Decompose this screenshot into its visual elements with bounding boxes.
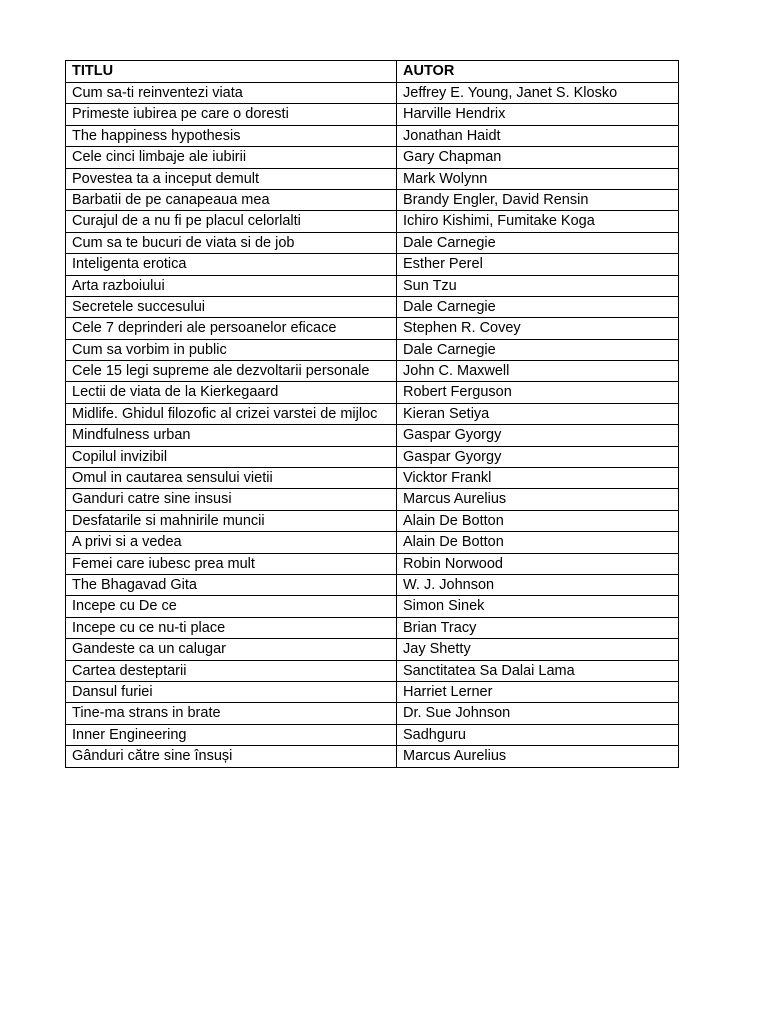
book-author-cell: Jonathan Haidt xyxy=(397,125,679,146)
book-author-cell: Esther Perel xyxy=(397,254,679,275)
book-author-cell: Kieran Setiya xyxy=(397,403,679,424)
table-row xyxy=(66,639,679,660)
book-author-cell: Gary Chapman xyxy=(397,147,679,168)
book-author-cell: Alain De Botton xyxy=(397,510,679,531)
table-header-row xyxy=(66,61,679,83)
table-row xyxy=(66,211,679,232)
book-title-cell: Incepe cu ce nu-ti place xyxy=(66,617,397,638)
table-row xyxy=(66,382,679,403)
table-row xyxy=(66,104,679,125)
book-author-cell: Dale Carnegie xyxy=(397,339,679,360)
book-title-cell: Cele cinci limbaje ale iubirii xyxy=(66,147,397,168)
book-title-cell: Incepe cu De ce xyxy=(66,596,397,617)
book-title-cell: Mindfulness urban xyxy=(66,425,397,446)
table-row xyxy=(66,468,679,489)
book-title-cell: Cum sa te bucuri de viata si de job xyxy=(66,232,397,253)
table-row xyxy=(66,296,679,317)
book-title-cell: Cele 7 deprinderi ale persoanelor eficace xyxy=(66,318,397,339)
book-author-cell: Marcus Aurelius xyxy=(397,746,679,767)
table-row xyxy=(66,446,679,467)
table-row xyxy=(66,425,679,446)
book-title-cell: Desfatarile si mahnirile muncii xyxy=(66,510,397,531)
book-title-cell: The happiness hypothesis xyxy=(66,125,397,146)
book-title-cell: Gandeste ca un calugar xyxy=(66,639,397,660)
book-title-cell: Femei care iubesc prea mult xyxy=(66,553,397,574)
book-author-cell: Brian Tracy xyxy=(397,617,679,638)
book-author-cell: Marcus Aurelius xyxy=(397,489,679,510)
table-row xyxy=(66,318,679,339)
table-row xyxy=(66,361,679,382)
book-title-cell: Povestea ta a inceput demult xyxy=(66,168,397,189)
book-title-cell: Cartea desteptarii xyxy=(66,660,397,681)
table-row xyxy=(66,596,679,617)
table-row xyxy=(66,510,679,531)
book-title-cell: Cum sa vorbim in public xyxy=(66,339,397,360)
table-row xyxy=(66,125,679,146)
book-author-cell: Robin Norwood xyxy=(397,553,679,574)
book-title-cell: Tine-ma strans in brate xyxy=(66,703,397,724)
book-author-cell: Gaspar Gyorgy xyxy=(397,425,679,446)
book-author-cell: Harville Hendrix xyxy=(397,104,679,125)
table-row xyxy=(66,189,679,210)
book-title-cell: Dansul furiei xyxy=(66,681,397,702)
book-title-cell: Curajul de a nu fi pe placul celorlalti xyxy=(66,211,397,232)
table-row xyxy=(66,553,679,574)
book-author-cell: Gaspar Gyorgy xyxy=(397,446,679,467)
book-author-cell: John C. Maxwell xyxy=(397,361,679,382)
book-title-cell: The Bhagavad Gita xyxy=(66,574,397,595)
book-author-cell: Jeffrey E. Young, Janet S. Klosko xyxy=(397,83,679,104)
book-author-cell: Sun Tzu xyxy=(397,275,679,296)
book-author-cell: Mark Wolynn xyxy=(397,168,679,189)
table-row xyxy=(66,617,679,638)
table-row xyxy=(66,254,679,275)
book-author-cell: Alain De Botton xyxy=(397,532,679,553)
table-body xyxy=(66,83,679,768)
book-author-cell: Robert Ferguson xyxy=(397,382,679,403)
book-author-cell: Brandy Engler, David Rensin xyxy=(397,189,679,210)
book-author-cell: Sadhguru xyxy=(397,724,679,745)
table-row xyxy=(66,275,679,296)
table-row xyxy=(66,724,679,745)
header-title: TITLU xyxy=(66,61,397,83)
table-row xyxy=(66,681,679,702)
book-title-cell: Omul in cautarea sensului vietii xyxy=(66,468,397,489)
book-author-cell: Harriet Lerner xyxy=(397,681,679,702)
table-row xyxy=(66,489,679,510)
book-title-cell: Lectii de viata de la Kierkegaard xyxy=(66,382,397,403)
book-title-cell: Inner Engineering xyxy=(66,724,397,745)
table-row xyxy=(66,532,679,553)
book-title-cell: Barbatii de pe canapeaua mea xyxy=(66,189,397,210)
book-author-cell: W. J. Johnson xyxy=(397,574,679,595)
book-title-cell: A privi si a vedea xyxy=(66,532,397,553)
book-author-cell: Vicktor Frankl xyxy=(397,468,679,489)
table-row xyxy=(66,574,679,595)
book-title-cell: Gânduri către sine însuși xyxy=(66,746,397,767)
header-author: AUTOR xyxy=(397,61,679,83)
table-row xyxy=(66,168,679,189)
table-row xyxy=(66,746,679,767)
book-author-cell: Simon Sinek xyxy=(397,596,679,617)
book-author-cell: Dale Carnegie xyxy=(397,232,679,253)
book-title-cell: Ganduri catre sine insusi xyxy=(66,489,397,510)
book-title-cell: Midlife. Ghidul filozofic al crizei varstei de mijloc xyxy=(66,403,397,424)
book-author-cell: Jay Shetty xyxy=(397,639,679,660)
table-row xyxy=(66,232,679,253)
book-title-cell: Primeste iubirea pe care o doresti xyxy=(66,104,397,125)
book-title-cell: Arta razboiului xyxy=(66,275,397,296)
table-row xyxy=(66,147,679,168)
table-row xyxy=(66,403,679,424)
table-row xyxy=(66,83,679,104)
book-title-cell: Cele 15 legi supreme ale dezvoltarii personale xyxy=(66,361,397,382)
book-author-cell: Ichiro Kishimi, Fumitake Koga xyxy=(397,211,679,232)
book-author-cell: Sanctitatea Sa Dalai Lama xyxy=(397,660,679,681)
table-row xyxy=(66,339,679,360)
book-title-cell: Cum sa-ti reinventezi viata xyxy=(66,83,397,104)
book-author-cell: Dr. Sue Johnson xyxy=(397,703,679,724)
book-title-cell: Secretele succesului xyxy=(66,296,397,317)
book-author-cell: Dale Carnegie xyxy=(397,296,679,317)
table-row xyxy=(66,660,679,681)
books-table xyxy=(65,60,679,768)
table-row xyxy=(66,703,679,724)
book-author-cell: Stephen R. Covey xyxy=(397,318,679,339)
book-title-cell: Copilul invizibil xyxy=(66,446,397,467)
book-title-cell: Inteligenta erotica xyxy=(66,254,397,275)
